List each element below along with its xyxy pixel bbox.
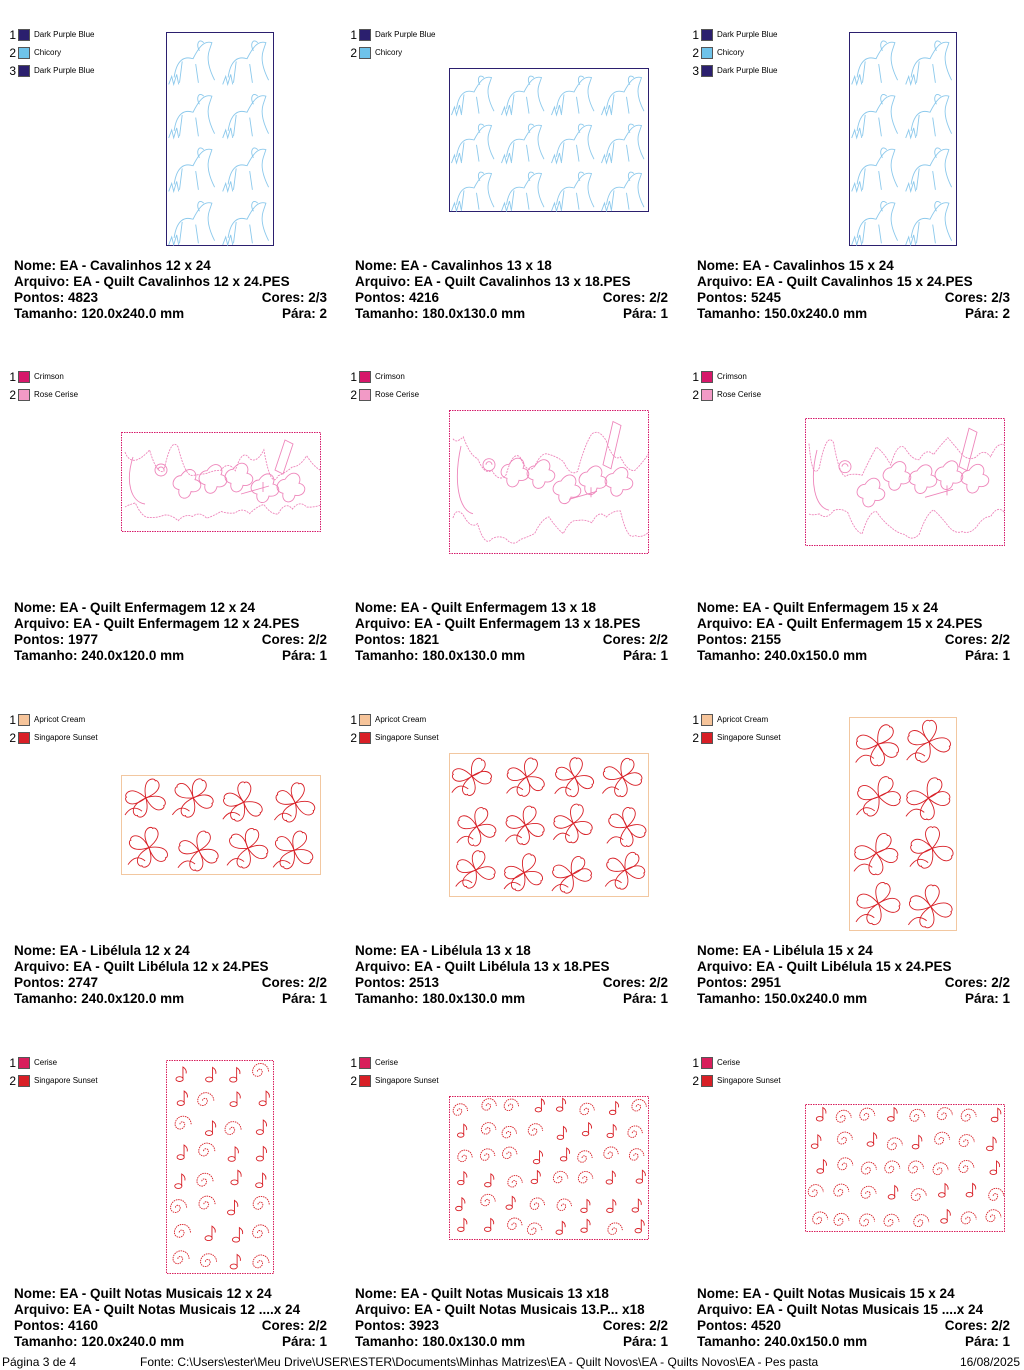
design-card <box>341 0 668 342</box>
design-file: Arquivo: EA - Quilt Cavalinhos 13 x 18.PES <box>355 274 631 289</box>
color-name: Crimson <box>717 372 747 381</box>
embroidery-pattern <box>805 1104 1005 1232</box>
color-name: Singapore Sunset <box>34 733 98 742</box>
design-info <box>14 258 327 322</box>
color-name: Cerise <box>34 1058 58 1067</box>
color-list <box>347 368 419 404</box>
color-swatch <box>18 1057 30 1069</box>
size-row <box>697 306 1010 322</box>
color-swatch-row <box>347 44 435 62</box>
design-preview <box>449 68 649 212</box>
design-size: Tamanho: 180.0x130.0 mm <box>355 648 526 663</box>
embroidery-pattern <box>121 432 321 532</box>
stitches-row <box>14 975 327 991</box>
color-swatch-row <box>689 368 761 386</box>
design-file: Arquivo: EA - Quilt Enfermagem 15 x 24.PES <box>697 616 983 631</box>
name-row <box>697 943 1010 959</box>
size-row <box>697 991 1010 1007</box>
color-index: 1 <box>350 713 357 727</box>
design-file: Arquivo: EA - Quilt Enfermagem 13 x 18.PES <box>355 616 641 631</box>
color-swatch <box>359 389 371 401</box>
stitch-count: Pontos: 4520 <box>697 1318 782 1333</box>
color-swatch-row <box>6 386 78 404</box>
color-swatch <box>18 65 30 77</box>
color-swatch-row <box>689 711 781 729</box>
color-index: 2 <box>350 46 357 60</box>
color-list <box>6 711 98 747</box>
color-swatch-row <box>6 729 98 747</box>
color-name: Singapore Sunset <box>375 733 439 742</box>
color-index: 1 <box>9 1056 16 1070</box>
design-name: Nome: EA - Cavalinhos 13 x 18 <box>355 258 552 273</box>
color-swatch <box>359 371 371 383</box>
color-swatch-row <box>347 711 439 729</box>
color-list <box>6 1054 98 1090</box>
color-index: 1 <box>350 1056 357 1070</box>
color-index: 3 <box>9 64 16 78</box>
color-index: 2 <box>9 388 16 402</box>
color-index: 1 <box>9 370 16 384</box>
color-swatch <box>701 389 713 401</box>
design-name: Nome: EA - Quilt Notas Musicais 15 x 24 <box>697 1286 955 1301</box>
name-row <box>14 1286 327 1302</box>
color-swatch-row <box>6 62 94 80</box>
stitches-row <box>355 290 668 306</box>
design-preview <box>805 418 1005 546</box>
color-name: Apricot Cream <box>717 715 769 724</box>
design-size: Tamanho: 240.0x150.0 mm <box>697 1334 868 1349</box>
color-swatch-row <box>6 1072 98 1090</box>
design-preview <box>166 32 274 246</box>
design-file: Arquivo: EA - Quilt Libélula 12 x 24.PES <box>14 959 269 974</box>
color-swatch-row <box>6 26 94 44</box>
source-path: Fonte: C:\Users\ester\Meu Drive\USER\ESTER\Documents\Minhas Matrizes\EA - Quilt Novos\EA - Quilts Novos\EA - Pes pasta <box>140 1355 819 1369</box>
color-count: Cores: 2/2 <box>602 1318 668 1333</box>
size-row <box>355 306 668 322</box>
design-card <box>683 1028 1010 1370</box>
design-preview <box>166 1060 274 1274</box>
design-card <box>0 342 327 684</box>
design-name: Nome: EA - Quilt Notas Musicais 13 x18 <box>355 1286 609 1301</box>
design-card <box>0 0 327 342</box>
stitch-count: Pontos: 2747 <box>14 975 99 990</box>
color-swatch <box>18 1075 30 1087</box>
color-count: Cores: 2/2 <box>602 975 668 990</box>
name-row <box>355 943 668 959</box>
color-index: 2 <box>692 1074 699 1088</box>
design-info <box>697 600 1010 664</box>
color-swatch <box>701 1075 713 1087</box>
color-index: 1 <box>9 713 16 727</box>
color-index: 2 <box>350 1074 357 1088</box>
color-index: 3 <box>692 64 699 78</box>
color-swatch <box>701 371 713 383</box>
color-swatch-row <box>689 1072 781 1090</box>
color-name: Dark Purple Blue <box>34 30 95 39</box>
file-row <box>14 274 327 290</box>
design-size: Tamanho: 240.0x120.0 mm <box>14 648 185 663</box>
design-name: Nome: EA - Libélula 13 x 18 <box>355 943 531 958</box>
design-preview <box>805 1104 1005 1232</box>
color-name: Chicory <box>717 48 745 57</box>
color-swatch-row <box>347 386 419 404</box>
design-file: Arquivo: EA - Quilt Enfermagem 12 x 24.PES <box>14 616 300 631</box>
design-name: Nome: EA - Cavalinhos 15 x 24 <box>697 258 894 273</box>
color-index: 1 <box>350 370 357 384</box>
color-name: Apricot Cream <box>34 715 86 724</box>
color-list <box>347 26 435 62</box>
stop-count: Pára: 1 <box>281 991 327 1006</box>
stop-count: Pára: 1 <box>964 648 1010 663</box>
color-name: Dark Purple Blue <box>375 30 436 39</box>
design-info <box>355 258 668 322</box>
design-info <box>697 1286 1010 1350</box>
file-row <box>697 1302 1010 1318</box>
color-swatch-row <box>6 711 98 729</box>
color-count: Cores: 2/3 <box>944 290 1010 305</box>
color-list <box>689 1054 781 1090</box>
color-swatch <box>701 29 713 41</box>
stitch-count: Pontos: 4160 <box>14 1318 99 1333</box>
color-name: Crimson <box>375 372 405 381</box>
design-size: Tamanho: 120.0x240.0 mm <box>14 306 185 321</box>
file-row <box>355 616 668 632</box>
color-name: Rose Cerise <box>34 390 79 399</box>
color-swatch <box>701 1057 713 1069</box>
color-count: Cores: 2/2 <box>602 632 668 647</box>
stop-count: Pára: 2 <box>964 306 1010 321</box>
size-row <box>14 306 327 322</box>
color-name: Dark Purple Blue <box>717 30 778 39</box>
page-footer <box>0 1354 1024 1370</box>
file-row <box>14 959 327 975</box>
color-swatch-row <box>347 1054 439 1072</box>
color-swatch <box>701 65 713 77</box>
color-swatch <box>18 714 30 726</box>
design-preview <box>449 410 649 554</box>
stitch-count: Pontos: 2951 <box>697 975 782 990</box>
design-info <box>14 1286 327 1350</box>
design-file: Arquivo: EA - Quilt Notas Musicais 12 ....x 24 <box>14 1302 301 1317</box>
design-size: Tamanho: 120.0x240.0 mm <box>14 1334 185 1349</box>
size-row <box>355 1334 668 1350</box>
color-swatch <box>18 371 30 383</box>
design-info <box>14 600 327 664</box>
page-number: Página 3 de 4 <box>2 1355 77 1369</box>
stitch-count: Pontos: 5245 <box>697 290 782 305</box>
color-name: Rose Cerise <box>375 390 420 399</box>
design-name: Nome: EA - Quilt Enfermagem 13 x 18 <box>355 600 597 615</box>
color-index: 2 <box>350 731 357 745</box>
file-row <box>355 274 668 290</box>
embroidery-pattern <box>121 775 321 875</box>
color-swatch-row <box>347 729 439 747</box>
stop-count: Pára: 1 <box>281 648 327 663</box>
name-row <box>14 258 327 274</box>
color-swatch-row <box>689 62 777 80</box>
stitch-count: Pontos: 2513 <box>355 975 440 990</box>
stitch-count: Pontos: 4823 <box>14 290 99 305</box>
design-preview <box>449 1096 649 1240</box>
color-swatch-row <box>689 1054 781 1072</box>
color-swatch <box>18 732 30 744</box>
color-list <box>6 26 94 80</box>
design-info <box>355 943 668 1007</box>
color-name: Singapore Sunset <box>717 733 781 742</box>
color-swatch <box>359 714 371 726</box>
color-swatch <box>701 47 713 59</box>
design-file: Arquivo: EA - Quilt Libélula 15 x 24.PES <box>697 959 952 974</box>
stitches-row <box>697 1318 1010 1334</box>
design-size: Tamanho: 240.0x150.0 mm <box>697 648 868 663</box>
design-info <box>14 943 327 1007</box>
stitch-count: Pontos: 1821 <box>355 632 440 647</box>
color-swatch-row <box>689 386 761 404</box>
color-index: 1 <box>692 370 699 384</box>
name-row <box>697 1286 1010 1302</box>
design-preview <box>849 32 957 246</box>
size-row <box>697 1334 1010 1350</box>
stop-count: Pára: 1 <box>281 1334 327 1349</box>
stitches-row <box>14 632 327 648</box>
file-row <box>697 616 1010 632</box>
design-size: Tamanho: 180.0x130.0 mm <box>355 1334 526 1349</box>
embroidery-pattern <box>449 410 649 554</box>
design-size: Tamanho: 240.0x120.0 mm <box>14 991 185 1006</box>
color-name: Cerise <box>717 1058 741 1067</box>
color-index: 1 <box>692 28 699 42</box>
file-row <box>355 1302 668 1318</box>
color-name: Singapore Sunset <box>34 1076 98 1085</box>
color-index: 1 <box>692 713 699 727</box>
color-name: Singapore Sunset <box>375 1076 439 1085</box>
stitches-row <box>697 975 1010 991</box>
color-index: 2 <box>9 731 16 745</box>
name-row <box>697 258 1010 274</box>
color-swatch-row <box>347 368 419 386</box>
color-index: 2 <box>9 46 16 60</box>
color-index: 2 <box>692 731 699 745</box>
size-row <box>14 991 327 1007</box>
color-swatch-row <box>689 26 777 44</box>
design-card <box>341 342 668 684</box>
size-row <box>14 648 327 664</box>
name-row <box>14 943 327 959</box>
name-row <box>14 600 327 616</box>
color-index: 2 <box>692 388 699 402</box>
stop-count: Pára: 1 <box>964 991 1010 1006</box>
color-name: Dark Purple Blue <box>717 66 778 75</box>
color-count: Cores: 2/2 <box>261 975 327 990</box>
color-swatch <box>18 47 30 59</box>
design-preview <box>449 753 649 897</box>
design-info <box>355 1286 668 1350</box>
color-swatch-row <box>689 729 781 747</box>
name-row <box>697 600 1010 616</box>
color-swatch <box>701 732 713 744</box>
design-preview <box>121 432 321 532</box>
design-card <box>341 685 668 1027</box>
design-card <box>0 685 327 1027</box>
design-file: Arquivo: EA - Quilt Libélula 13 x 18.PES <box>355 959 610 974</box>
design-size: Tamanho: 150.0x240.0 mm <box>697 306 868 321</box>
design-name: Nome: EA - Quilt Enfermagem 15 x 24 <box>697 600 939 615</box>
color-name: Cerise <box>375 1058 399 1067</box>
stop-count: Pára: 1 <box>622 648 668 663</box>
color-name: Rose Cerise <box>717 390 762 399</box>
color-index: 2 <box>350 388 357 402</box>
color-count: Cores: 2/2 <box>602 290 668 305</box>
design-file: Arquivo: EA - Quilt Cavalinhos 15 x 24.PES <box>697 274 973 289</box>
stitches-row <box>355 1318 668 1334</box>
stitch-count: Pontos: 1977 <box>14 632 99 647</box>
color-index: 1 <box>9 28 16 42</box>
design-file: Arquivo: EA - Quilt Cavalinhos 12 x 24.PES <box>14 274 290 289</box>
color-count: Cores: 2/2 <box>944 632 1010 647</box>
color-swatch-row <box>347 1072 439 1090</box>
file-row <box>697 959 1010 975</box>
design-card <box>683 685 1010 1027</box>
color-count: Cores: 2/2 <box>261 632 327 647</box>
embroidery-pattern <box>849 32 957 246</box>
color-name: Apricot Cream <box>375 715 427 724</box>
stitches-row <box>14 290 327 306</box>
design-card <box>0 1028 327 1370</box>
color-count: Cores: 2/3 <box>261 290 327 305</box>
color-swatch <box>18 29 30 41</box>
color-name: Dark Purple Blue <box>34 66 95 75</box>
color-swatch <box>701 714 713 726</box>
embroidery-pattern <box>449 68 649 212</box>
design-file: Arquivo: EA - Quilt Notas Musicais 13.P... x18 <box>355 1302 645 1317</box>
stop-count: Pára: 1 <box>622 1334 668 1349</box>
color-list <box>689 711 781 747</box>
color-list <box>689 26 777 80</box>
size-row <box>355 991 668 1007</box>
stop-count: Pára: 1 <box>964 1334 1010 1349</box>
design-info <box>355 600 668 664</box>
design-preview <box>121 775 321 875</box>
design-name: Nome: EA - Quilt Enfermagem 12 x 24 <box>14 600 256 615</box>
design-size: Tamanho: 180.0x130.0 mm <box>355 991 526 1006</box>
stitches-row <box>697 290 1010 306</box>
name-row <box>355 1286 668 1302</box>
embroidery-pattern <box>805 418 1005 546</box>
print-date: 16/08/2025 <box>959 1355 1020 1369</box>
color-swatch <box>359 47 371 59</box>
design-name: Nome: EA - Quilt Notas Musicais 12 x 24 <box>14 1286 272 1301</box>
name-row <box>355 258 668 274</box>
color-name: Singapore Sunset <box>717 1076 781 1085</box>
embroidery-pattern <box>166 32 274 246</box>
color-count: Cores: 2/2 <box>261 1318 327 1333</box>
color-name: Chicory <box>375 48 403 57</box>
color-name: Crimson <box>34 372 64 381</box>
design-size: Tamanho: 150.0x240.0 mm <box>697 991 868 1006</box>
color-count: Cores: 2/2 <box>944 975 1010 990</box>
color-swatch <box>359 1057 371 1069</box>
file-row <box>14 1302 327 1318</box>
stitches-row <box>14 1318 327 1334</box>
stitches-row <box>697 632 1010 648</box>
embroidery-pattern <box>166 1060 274 1274</box>
file-row <box>355 959 668 975</box>
embroidery-pattern <box>449 753 649 897</box>
color-swatch <box>359 29 371 41</box>
embroidery-pattern <box>449 1096 649 1240</box>
color-list <box>689 368 761 404</box>
color-list <box>347 711 439 747</box>
stitches-row <box>355 632 668 648</box>
stop-count: Pára: 2 <box>281 306 327 321</box>
name-row <box>355 600 668 616</box>
design-file: Arquivo: EA - Quilt Notas Musicais 15 ....x 24 <box>697 1302 984 1317</box>
stop-count: Pára: 1 <box>622 991 668 1006</box>
color-list <box>6 368 78 404</box>
stitch-count: Pontos: 2155 <box>697 632 782 647</box>
color-count: Cores: 2/2 <box>944 1318 1010 1333</box>
color-swatch <box>359 1075 371 1087</box>
design-preview <box>849 717 957 931</box>
design-name: Nome: EA - Libélula 12 x 24 <box>14 943 190 958</box>
color-index: 1 <box>692 1056 699 1070</box>
color-swatch-row <box>347 26 435 44</box>
color-swatch <box>18 389 30 401</box>
file-row <box>697 274 1010 290</box>
design-card <box>683 342 1010 684</box>
color-swatch-row <box>6 368 78 386</box>
color-swatch-row <box>689 44 777 62</box>
design-name: Nome: EA - Cavalinhos 12 x 24 <box>14 258 211 273</box>
design-info <box>697 258 1010 322</box>
design-size: Tamanho: 180.0x130.0 mm <box>355 306 526 321</box>
color-swatch <box>359 732 371 744</box>
stop-count: Pára: 1 <box>622 306 668 321</box>
size-row <box>697 648 1010 664</box>
stitches-row <box>355 975 668 991</box>
design-card <box>341 1028 668 1370</box>
design-card <box>683 0 1010 342</box>
color-index: 1 <box>350 28 357 42</box>
color-swatch-row <box>6 1054 98 1072</box>
color-name: Chicory <box>34 48 62 57</box>
design-name: Nome: EA - Libélula 15 x 24 <box>697 943 873 958</box>
stitch-count: Pontos: 4216 <box>355 290 440 305</box>
stitch-count: Pontos: 3923 <box>355 1318 440 1333</box>
color-index: 2 <box>692 46 699 60</box>
color-swatch-row <box>6 44 94 62</box>
size-row <box>355 648 668 664</box>
size-row <box>14 1334 327 1350</box>
file-row <box>14 616 327 632</box>
design-info <box>697 943 1010 1007</box>
color-list <box>347 1054 439 1090</box>
color-index: 2 <box>9 1074 16 1088</box>
embroidery-pattern <box>849 717 957 931</box>
